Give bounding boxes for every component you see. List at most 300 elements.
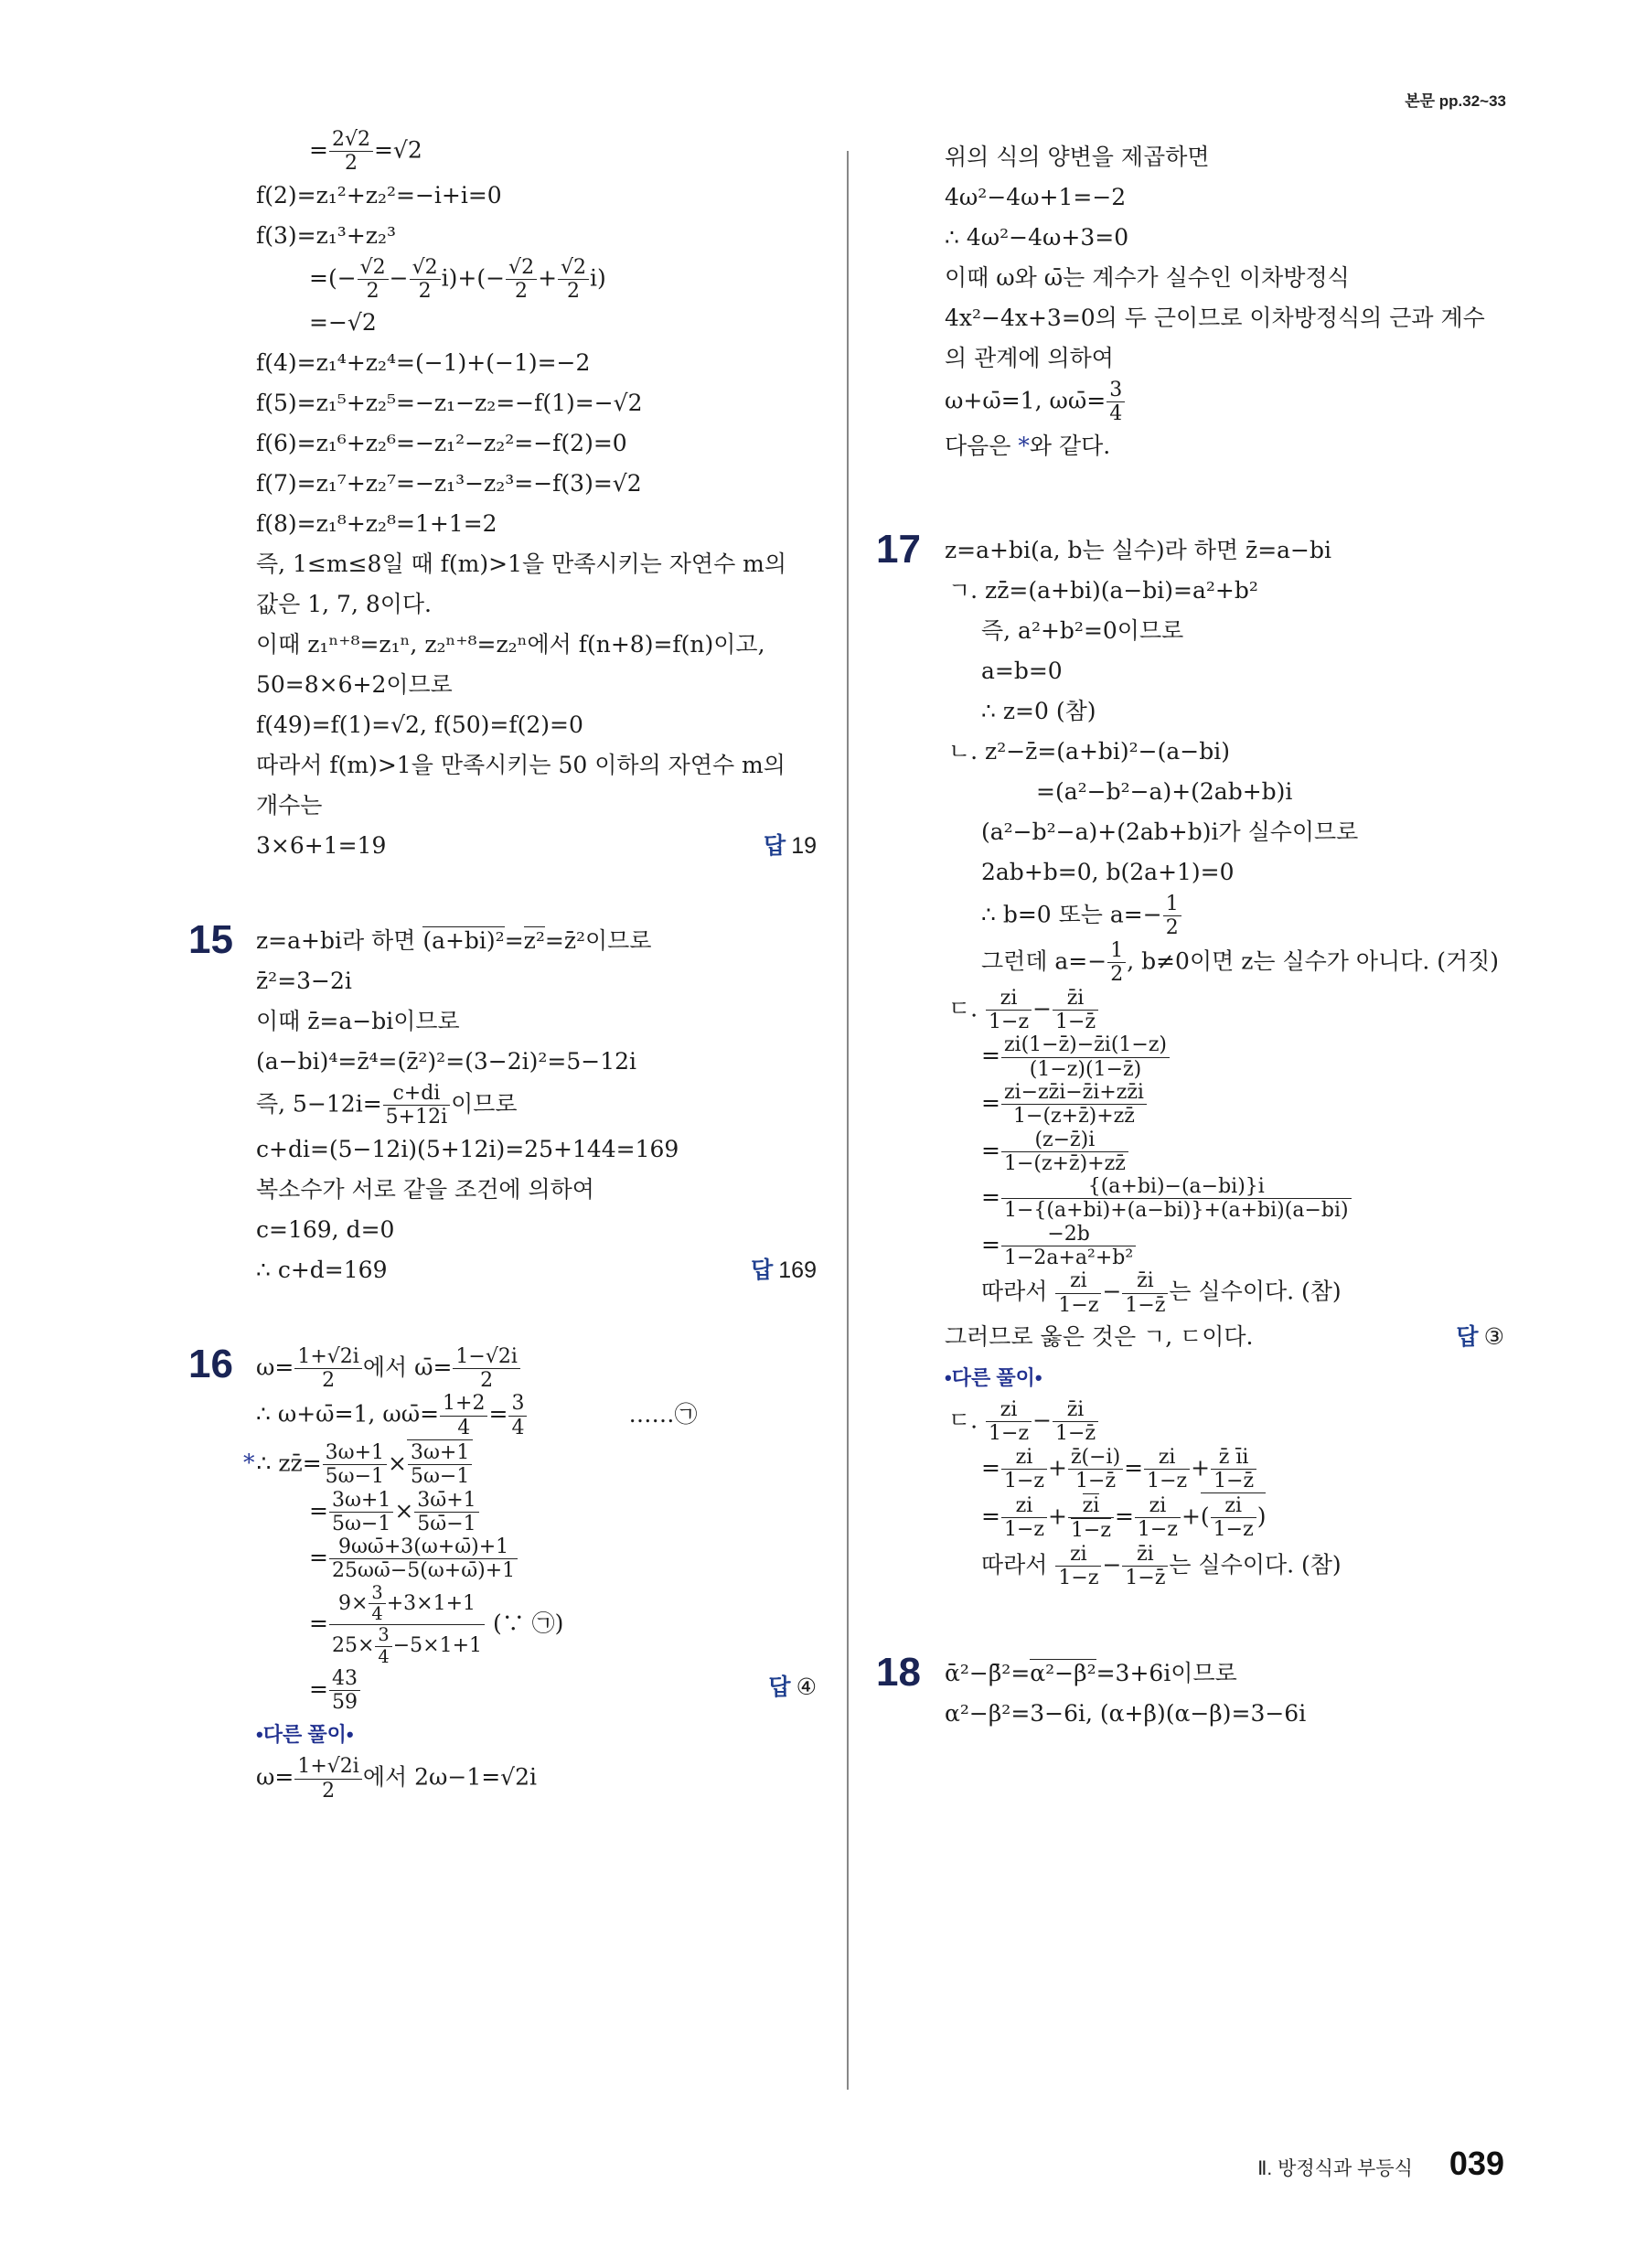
fraction xyxy=(1068,1493,1114,1543)
denominator xyxy=(410,280,441,303)
math-line xyxy=(945,379,1504,426)
numerator xyxy=(294,1345,361,1369)
denominator xyxy=(1122,1294,1168,1317)
math-line xyxy=(256,1667,817,1715)
math-line xyxy=(256,504,817,544)
math-text: zi xyxy=(1015,1494,1033,1518)
denominator xyxy=(329,1559,518,1582)
math-text: ∴ c+d=169 xyxy=(256,1256,388,1283)
math-text: 2 xyxy=(418,279,432,303)
answer-value: ④ xyxy=(796,1674,817,1700)
math-text: 2 xyxy=(366,279,380,303)
math-text: = xyxy=(1124,1453,1144,1481)
math-text: ω+ω̄=1, ωω̄= xyxy=(945,387,1106,414)
math-text: z=a+bi(a, b는 실수)라 하면 z̄=a−bi xyxy=(945,536,1331,563)
denominator xyxy=(1068,1470,1123,1492)
denominator xyxy=(986,1011,1032,1033)
math-line xyxy=(945,1081,1504,1129)
math-text: 따라서 xyxy=(981,1278,1055,1305)
fraction xyxy=(1055,1269,1101,1317)
math-text: 3ω+1 xyxy=(410,1440,470,1464)
math-text: 이므로 xyxy=(451,1090,518,1118)
math-line xyxy=(945,1543,1504,1590)
math-text: 2 xyxy=(1165,915,1179,939)
math-text: − xyxy=(1032,1407,1053,1434)
math-text: 2 xyxy=(480,1369,494,1393)
problem-number: 15 xyxy=(188,917,233,963)
math-text: z̄(−i) xyxy=(1070,1445,1121,1469)
fraction xyxy=(1144,1446,1190,1493)
math-text: 따라서 xyxy=(981,1551,1055,1578)
math-line xyxy=(945,177,1504,218)
conjugate-overline xyxy=(1083,1493,1100,1517)
math-text: , b≠0이면 z는 실수가 아니다. (거짓) xyxy=(1127,947,1500,975)
math-line xyxy=(945,1357,1504,1398)
math-text: 2√2 xyxy=(331,128,370,151)
math-text: 1−z̄ xyxy=(1075,1469,1117,1492)
math-text: 값은 1, 7, 8이다. xyxy=(256,591,432,618)
math-text: 이때 ω와 ω̄는 계수가 실수인 이차방정식 xyxy=(945,264,1350,291)
fraction xyxy=(508,1392,527,1439)
conjugate-overline xyxy=(1071,1518,1111,1542)
math-text: 4 xyxy=(511,1416,525,1439)
denominator xyxy=(1001,1246,1136,1269)
denominator xyxy=(414,1513,478,1535)
numerator xyxy=(1053,987,1098,1011)
math-line xyxy=(945,611,1504,651)
problem-number: 17 xyxy=(876,526,921,572)
denominator xyxy=(1144,1470,1190,1492)
right-column xyxy=(876,137,1504,1734)
fraction xyxy=(329,128,373,176)
math-text: (a+bi)² xyxy=(422,927,505,955)
math-text: 1−{(a+bi)+(a−bi)}+(a+bi)(a−bi) xyxy=(1003,1199,1349,1223)
math-line xyxy=(256,786,817,826)
math-text: = xyxy=(981,1136,1000,1163)
denominator xyxy=(558,280,589,303)
denominator xyxy=(440,1417,487,1439)
math-text: f(7)=z₁⁷+z₂⁷=−z₁³−z₂³=−f(3)=√2 xyxy=(256,470,642,497)
math-text: 4x²−4x+3=0의 두 근이므로 이차방정식의 근과 계수 xyxy=(945,305,1485,331)
math-line xyxy=(945,298,1504,338)
fraction xyxy=(329,1535,518,1583)
numerator xyxy=(1163,893,1181,916)
solution-16 xyxy=(188,1341,817,1803)
math-text: zi xyxy=(1224,1494,1242,1518)
math-text: 1−(z+z̄)+zz̄ xyxy=(1013,1105,1135,1129)
math-line xyxy=(256,584,817,625)
math-text: 2 xyxy=(1110,963,1124,987)
math-line xyxy=(256,303,817,343)
numerator xyxy=(440,1392,487,1416)
math-text: 에서 2ω−1=√2i xyxy=(362,1763,537,1791)
math-text: ㄱ. zz̄=(a+bi)(a−bi)=a²+b² xyxy=(948,576,1258,604)
math-text: 1+2 xyxy=(443,1392,486,1416)
math-text: c+di xyxy=(392,1082,441,1106)
fraction xyxy=(329,1583,485,1667)
math-text: − xyxy=(389,263,409,291)
fraction xyxy=(986,1398,1032,1446)
alternative-solution-heading: •다른 풀이• xyxy=(945,1365,1042,1389)
math-text: zi−zz̄i−z̄i+zz̄i xyxy=(1003,1080,1144,1104)
denominator xyxy=(1055,1567,1101,1589)
math-text: 2ab+b=0, b(2a+1)=0 xyxy=(981,858,1235,885)
fraction xyxy=(1211,1446,1256,1493)
math-text: 3 xyxy=(371,1581,383,1603)
problem-number: 16 xyxy=(188,1341,233,1386)
solution-17 xyxy=(876,526,1504,1590)
math-text: =z̄²이므로 xyxy=(544,927,652,955)
numerator xyxy=(329,1667,360,1691)
math-line xyxy=(945,1317,1504,1357)
math-text: 4 xyxy=(378,1645,390,1667)
math-text: =−√2 xyxy=(309,309,377,337)
answer-label xyxy=(751,1250,817,1290)
math-line xyxy=(256,1755,817,1803)
numerator xyxy=(383,1082,450,1106)
math-text: zi xyxy=(1015,1445,1033,1469)
math-text: √2 xyxy=(508,255,535,279)
fraction xyxy=(1163,893,1181,940)
denominator xyxy=(1211,1470,1256,1492)
math-line xyxy=(945,772,1504,812)
math-text: 3 xyxy=(1109,379,1123,401)
numerator xyxy=(414,1489,478,1513)
math-text: 3 xyxy=(378,1624,390,1646)
fraction xyxy=(453,1345,519,1393)
fraction xyxy=(1211,1494,1256,1542)
math-text: 4 xyxy=(371,1603,383,1625)
math-text: ) xyxy=(1256,1503,1267,1530)
math-text: (a−bi)⁴=z̄⁴=(z̄²)²=(3−2i)²=5−12i xyxy=(256,1048,637,1075)
fraction xyxy=(414,1489,478,1536)
math-text: + xyxy=(1191,1453,1211,1481)
fraction xyxy=(329,1489,393,1536)
math-line xyxy=(945,530,1504,571)
fraction xyxy=(358,256,389,304)
numerator xyxy=(329,1583,485,1626)
math-text: + xyxy=(1047,1453,1067,1481)
math-text: f(8)=z₁⁸+z₂⁸=1+1=2 xyxy=(256,510,497,538)
numerator xyxy=(1001,1129,1128,1152)
math-text: 1−z xyxy=(1058,1293,1099,1317)
math-line xyxy=(945,732,1504,772)
fraction xyxy=(1106,379,1125,426)
answer-prefix: 답 xyxy=(768,1674,791,1700)
math-text: zi xyxy=(1000,986,1018,1010)
page-reference: 본문 pp.32~33 xyxy=(1405,92,1506,110)
fraction xyxy=(1001,1494,1047,1542)
math-text: a=b=0 xyxy=(981,657,1063,684)
numerator xyxy=(1001,1494,1047,1518)
denominator xyxy=(1053,1011,1098,1033)
denominator xyxy=(375,1647,391,1667)
denominator xyxy=(1001,1152,1128,1175)
math-line xyxy=(256,665,817,705)
math-text: i)+(− xyxy=(441,263,506,291)
math-line xyxy=(243,1439,817,1489)
numerator xyxy=(329,1535,518,1559)
fraction xyxy=(1135,1494,1181,1542)
math-text: = xyxy=(981,1503,1000,1530)
denominator xyxy=(1211,1518,1256,1541)
answer-prefix: 답 xyxy=(751,1257,774,1283)
math-text: 1 xyxy=(1110,939,1124,963)
math-text: 3ω+1 xyxy=(331,1488,391,1512)
denominator xyxy=(1053,1422,1098,1445)
math-text: zi xyxy=(1070,1269,1087,1293)
math-text: 1+√2i xyxy=(297,1755,359,1779)
fraction xyxy=(558,256,589,304)
math-line xyxy=(256,1170,817,1210)
denominator xyxy=(1106,402,1125,425)
math-text: = xyxy=(1114,1503,1134,1530)
math-text: = xyxy=(981,1231,1000,1258)
math-line xyxy=(945,1223,1504,1270)
math-line xyxy=(945,987,1504,1034)
math-text: (a²−b²−a)+(2ab+b)i가 실수이므로 xyxy=(981,818,1359,845)
math-text: f(5)=z₁⁵+z₂⁵=−z₁−z₂=−f(1)=−√2 xyxy=(256,390,643,417)
denominator xyxy=(329,152,373,175)
math-line xyxy=(945,1653,1504,1694)
math-text: 25ωω̄−5(ω+ω̄)+1 xyxy=(331,1559,516,1583)
numerator xyxy=(1122,1543,1168,1567)
math-line xyxy=(256,961,817,1001)
math-text: − xyxy=(1102,1551,1122,1578)
numerator xyxy=(1001,1175,1352,1199)
math-text: z² xyxy=(523,927,545,955)
math-text: 1−√2i xyxy=(455,1344,518,1368)
denominator xyxy=(358,280,389,303)
denominator xyxy=(1163,916,1181,939)
fraction xyxy=(329,1667,360,1715)
math-line xyxy=(256,705,817,745)
math-text: =√2 xyxy=(373,136,422,164)
fraction xyxy=(408,1441,472,1489)
answer-label xyxy=(1456,1317,1504,1357)
math-text: × xyxy=(394,1496,414,1524)
math-text: 9ωω̄+3(ω+ω̄)+1 xyxy=(337,1535,509,1559)
math-text: 위의 식의 양변을 제곱하면 xyxy=(945,144,1210,170)
math-text: 따라서 f(m)>1을 만족시키는 50 이하의 자연수 m의 xyxy=(256,752,786,779)
denominator xyxy=(1001,1199,1352,1222)
numerator xyxy=(329,128,373,152)
math-text: 5ω̄−1 xyxy=(417,1512,476,1535)
numerator xyxy=(1068,1446,1123,1470)
math-text: +3×1+1 xyxy=(386,1591,476,1615)
math-text: ∴ 4ω²−4ω+3=0 xyxy=(945,224,1129,251)
fraction xyxy=(1001,1175,1352,1223)
math-text: 에서 ω̄= xyxy=(362,1353,453,1381)
math-text: 5+12i xyxy=(385,1106,448,1129)
math-text: =3+6i이므로 xyxy=(1096,1660,1237,1687)
math-text: 1−z̄ xyxy=(1055,1011,1096,1034)
math-text: c=169, d=0 xyxy=(256,1215,395,1243)
math-text: 는 실수이다. (참) xyxy=(1169,1551,1342,1578)
math-text: 다음은 xyxy=(945,432,1019,459)
math-text: 복소수가 서로 같을 조건에 의하여 xyxy=(256,1175,594,1203)
math-text: −2b xyxy=(1047,1222,1090,1246)
math-line xyxy=(256,921,817,961)
numerator xyxy=(375,1625,391,1646)
numerator xyxy=(1001,1081,1147,1105)
numerator xyxy=(453,1345,519,1369)
math-text: = xyxy=(981,1042,1000,1069)
math-text: 1−z̄ xyxy=(1125,1567,1166,1590)
math-text: 즉, 1≤m≤8일 때 f(m)>1을 만족시키는 자연수 m의 xyxy=(256,551,787,578)
math-text: 4 xyxy=(457,1416,471,1439)
math-text: c+di=(5−12i)(5+12i)=25+144=169 xyxy=(256,1135,679,1162)
solution-15 xyxy=(188,917,817,1290)
math-text: 2 xyxy=(515,279,529,303)
page-footer xyxy=(1257,2145,1504,2183)
math-text: z̄ īi xyxy=(1218,1445,1249,1469)
math-text: 1−z̄ xyxy=(1213,1469,1255,1492)
math-text: ( xyxy=(1200,1503,1210,1530)
fraction xyxy=(369,1583,385,1625)
denominator xyxy=(383,1106,450,1129)
math-text: z̄i xyxy=(1066,986,1085,1010)
math-text: ᾱ²−β̄²= xyxy=(945,1660,1031,1687)
fraction xyxy=(440,1392,487,1439)
denominator xyxy=(369,1604,385,1624)
math-line xyxy=(256,1583,817,1667)
math-text: ∴ z=0 (참) xyxy=(981,697,1096,724)
denominator xyxy=(329,1513,393,1535)
math-text: 4 xyxy=(1109,402,1123,426)
math-text: 3×6+1=19 xyxy=(256,832,387,860)
math-line xyxy=(945,812,1504,852)
fraction xyxy=(383,1082,450,1129)
denominator xyxy=(1001,1058,1170,1081)
math-text: 1 xyxy=(1165,892,1179,915)
math-line xyxy=(256,1392,817,1439)
math-line xyxy=(945,137,1504,177)
math-text: = xyxy=(309,1496,328,1524)
math-text: 1−z xyxy=(1137,1518,1178,1542)
math-text: z=a+bi라 하면 xyxy=(256,927,423,955)
math-text: f(49)=f(1)=√2, f(50)=f(2)=0 xyxy=(256,711,583,739)
math-text: zi xyxy=(1149,1494,1167,1518)
denominator xyxy=(453,1369,519,1392)
math-text: = xyxy=(981,1089,1000,1117)
math-text: 4ω²−4ω+1=−2 xyxy=(945,184,1127,210)
math-text: 5ω−1 xyxy=(410,1465,470,1489)
math-text: zi xyxy=(1082,1494,1100,1518)
denominator xyxy=(1107,963,1126,986)
math-line xyxy=(256,625,817,665)
math-text: zi xyxy=(1000,1397,1018,1421)
math-line xyxy=(945,258,1504,298)
math-line xyxy=(256,128,817,176)
math-text: f(2)=z₁²+z₂²=−i+i=0 xyxy=(256,181,502,209)
math-text: z̄i xyxy=(1137,1542,1154,1566)
fraction xyxy=(1001,1223,1136,1270)
math-text: − xyxy=(1032,995,1053,1022)
math-line xyxy=(256,423,817,464)
numerator xyxy=(1144,1446,1190,1470)
math-text: 9× xyxy=(337,1591,369,1615)
math-text: 의 관계에 의하여 xyxy=(945,345,1114,371)
conjugate-overline xyxy=(407,1439,473,1489)
numerator xyxy=(506,256,537,280)
math-text: − xyxy=(1102,1278,1122,1305)
math-text: 25× xyxy=(331,1634,375,1658)
math-line xyxy=(945,651,1504,691)
math-text: 5ω−1 xyxy=(331,1512,391,1535)
math-text: 1−2a+a²+b² xyxy=(1003,1246,1134,1270)
math-text: = xyxy=(981,1183,1000,1211)
math-text: zi xyxy=(1158,1445,1176,1469)
denominator xyxy=(1055,1294,1101,1317)
math-text: 1−z xyxy=(1070,1519,1111,1543)
math-text: 2 xyxy=(567,279,581,303)
math-text: 50=8×6+2이므로 xyxy=(256,671,453,699)
math-text: × xyxy=(388,1450,407,1477)
star-mark: * xyxy=(1018,432,1030,459)
math-text: =(− xyxy=(309,263,357,291)
math-text: ω= xyxy=(256,1353,294,1381)
math-text: f(4)=z₁⁴+z₂⁴=(−1)+(−1)=−2 xyxy=(256,349,591,377)
math-text: = xyxy=(488,1400,508,1428)
math-text: f(3)=z₁³+z₂³ xyxy=(256,221,396,249)
math-text: + xyxy=(1181,1503,1201,1530)
star-mark: * xyxy=(243,1450,255,1477)
math-text: 1−z xyxy=(1058,1567,1099,1590)
answer-label xyxy=(768,1667,817,1707)
denominator xyxy=(1001,1105,1147,1128)
math-line xyxy=(945,893,1504,940)
math-line xyxy=(945,1492,1504,1543)
math-text: α²−β²=3−6i, (α+β)(α−β)=3−6i xyxy=(945,1700,1307,1728)
math-text: 1−z̄ xyxy=(1125,1293,1166,1317)
math-text: = xyxy=(309,1610,328,1637)
math-text: ㄷ. xyxy=(948,995,986,1022)
math-line xyxy=(256,1250,817,1290)
numerator xyxy=(1001,1033,1170,1057)
alternative-solution-heading: •다른 풀이• xyxy=(256,1723,354,1747)
math-text: = xyxy=(309,1544,328,1571)
numerator xyxy=(294,1755,361,1779)
left-column xyxy=(188,128,817,1803)
denominator xyxy=(408,1465,472,1488)
math-text: 3 xyxy=(511,1392,525,1416)
math-text: 이때 z̄=a−bi이므로 xyxy=(256,1008,460,1035)
math-text: 즉, 5−12i= xyxy=(256,1090,382,1118)
math-line xyxy=(945,1033,1504,1081)
denominator xyxy=(1122,1567,1168,1589)
numerator xyxy=(1053,1398,1098,1422)
numerator xyxy=(369,1583,385,1604)
answer-prefix: 답 xyxy=(1456,1323,1479,1350)
math-text: 1−z xyxy=(989,1422,1030,1446)
equation-tag: ……㉠ xyxy=(628,1400,698,1428)
math-text: 1−(z+z̄)+zz̄ xyxy=(1003,1151,1126,1175)
math-text: 59 xyxy=(331,1691,358,1715)
math-text: 1−z xyxy=(1213,1518,1254,1542)
conjugate-overline xyxy=(1030,1659,1096,1686)
math-text: 3ω+1 xyxy=(325,1440,385,1464)
math-line xyxy=(256,343,817,383)
math-line xyxy=(945,1398,1504,1446)
math-text: 즉, a²+b²=0이므로 xyxy=(981,616,1184,644)
fraction xyxy=(294,1755,361,1803)
math-text: = xyxy=(981,1453,1000,1481)
fraction xyxy=(375,1625,391,1667)
numerator xyxy=(323,1441,387,1465)
math-text: 1−z xyxy=(1147,1469,1188,1492)
math-line xyxy=(945,426,1504,466)
